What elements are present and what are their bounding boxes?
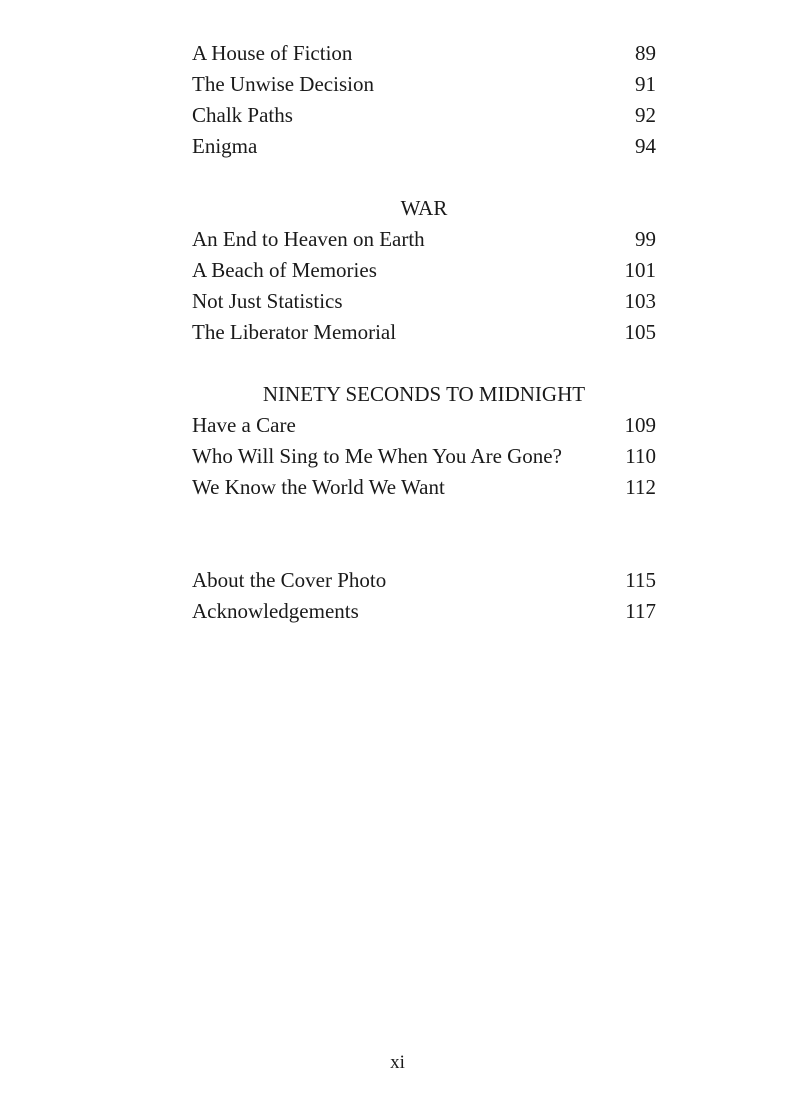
toc-entry[interactable] xyxy=(192,565,656,596)
toc-section-back-matter xyxy=(192,565,656,627)
toc-entry[interactable] xyxy=(192,410,656,441)
entry-page-number: 94 xyxy=(635,134,656,158)
entry-page-number: 103 xyxy=(624,289,656,313)
toc-entry[interactable] xyxy=(192,472,656,503)
entry-page-number: 110 xyxy=(625,444,656,468)
entry-page-number: 117 xyxy=(625,599,656,623)
entry-title: Enigma xyxy=(192,134,258,158)
toc-entry[interactable] xyxy=(192,38,656,69)
entry-page-number: 115 xyxy=(625,568,656,592)
table-of-contents xyxy=(192,38,656,627)
section-heading: WAR xyxy=(400,196,448,220)
toc-section xyxy=(192,38,656,162)
entry-title: The Unwise Decision xyxy=(192,72,374,96)
entry-page-number: 105 xyxy=(624,320,656,344)
entry-title: We Know the World We Want xyxy=(192,475,445,499)
toc-entry[interactable] xyxy=(192,596,656,627)
toc-section-ninety-seconds xyxy=(192,379,656,503)
entry-title: Have a Care xyxy=(192,413,296,437)
section-spacer xyxy=(192,503,656,565)
toc-entry[interactable] xyxy=(192,441,656,472)
toc-entry[interactable] xyxy=(192,255,656,286)
entry-title: A Beach of Memories xyxy=(192,258,377,282)
section-heading: NINETY SECONDS TO MIDNIGHT xyxy=(262,382,586,406)
toc-entry[interactable] xyxy=(192,317,656,348)
entry-page-number: 112 xyxy=(625,475,656,499)
toc-entry[interactable] xyxy=(192,69,656,100)
toc-entry[interactable] xyxy=(192,131,656,162)
entry-page-number: 99 xyxy=(635,227,656,251)
entry-title: About the Cover Photo xyxy=(192,568,387,592)
entry-title: The Liberator Memorial xyxy=(192,320,397,344)
entry-page-number: 91 xyxy=(635,72,656,96)
entry-page-number: 109 xyxy=(624,413,656,437)
toc-entry[interactable] xyxy=(192,286,656,317)
toc-entry[interactable] xyxy=(192,100,656,131)
toc-entry[interactable] xyxy=(192,224,656,255)
entry-title: Chalk Paths xyxy=(192,103,293,127)
entry-title: An End to Heaven on Earth xyxy=(192,227,425,251)
toc-section-war xyxy=(192,193,656,348)
entry-title: A House of Fiction xyxy=(192,41,353,65)
entry-title: Not Just Statistics xyxy=(192,289,343,313)
entry-page-number: 92 xyxy=(635,103,656,127)
entry-page-number: 89 xyxy=(635,41,656,65)
entry-page-number: 101 xyxy=(624,258,656,282)
entry-title: Acknowledgements xyxy=(192,599,359,623)
entry-title: Who Will Sing to Me When You Are Gone? xyxy=(192,444,562,468)
page-folio: xi xyxy=(390,1052,405,1073)
